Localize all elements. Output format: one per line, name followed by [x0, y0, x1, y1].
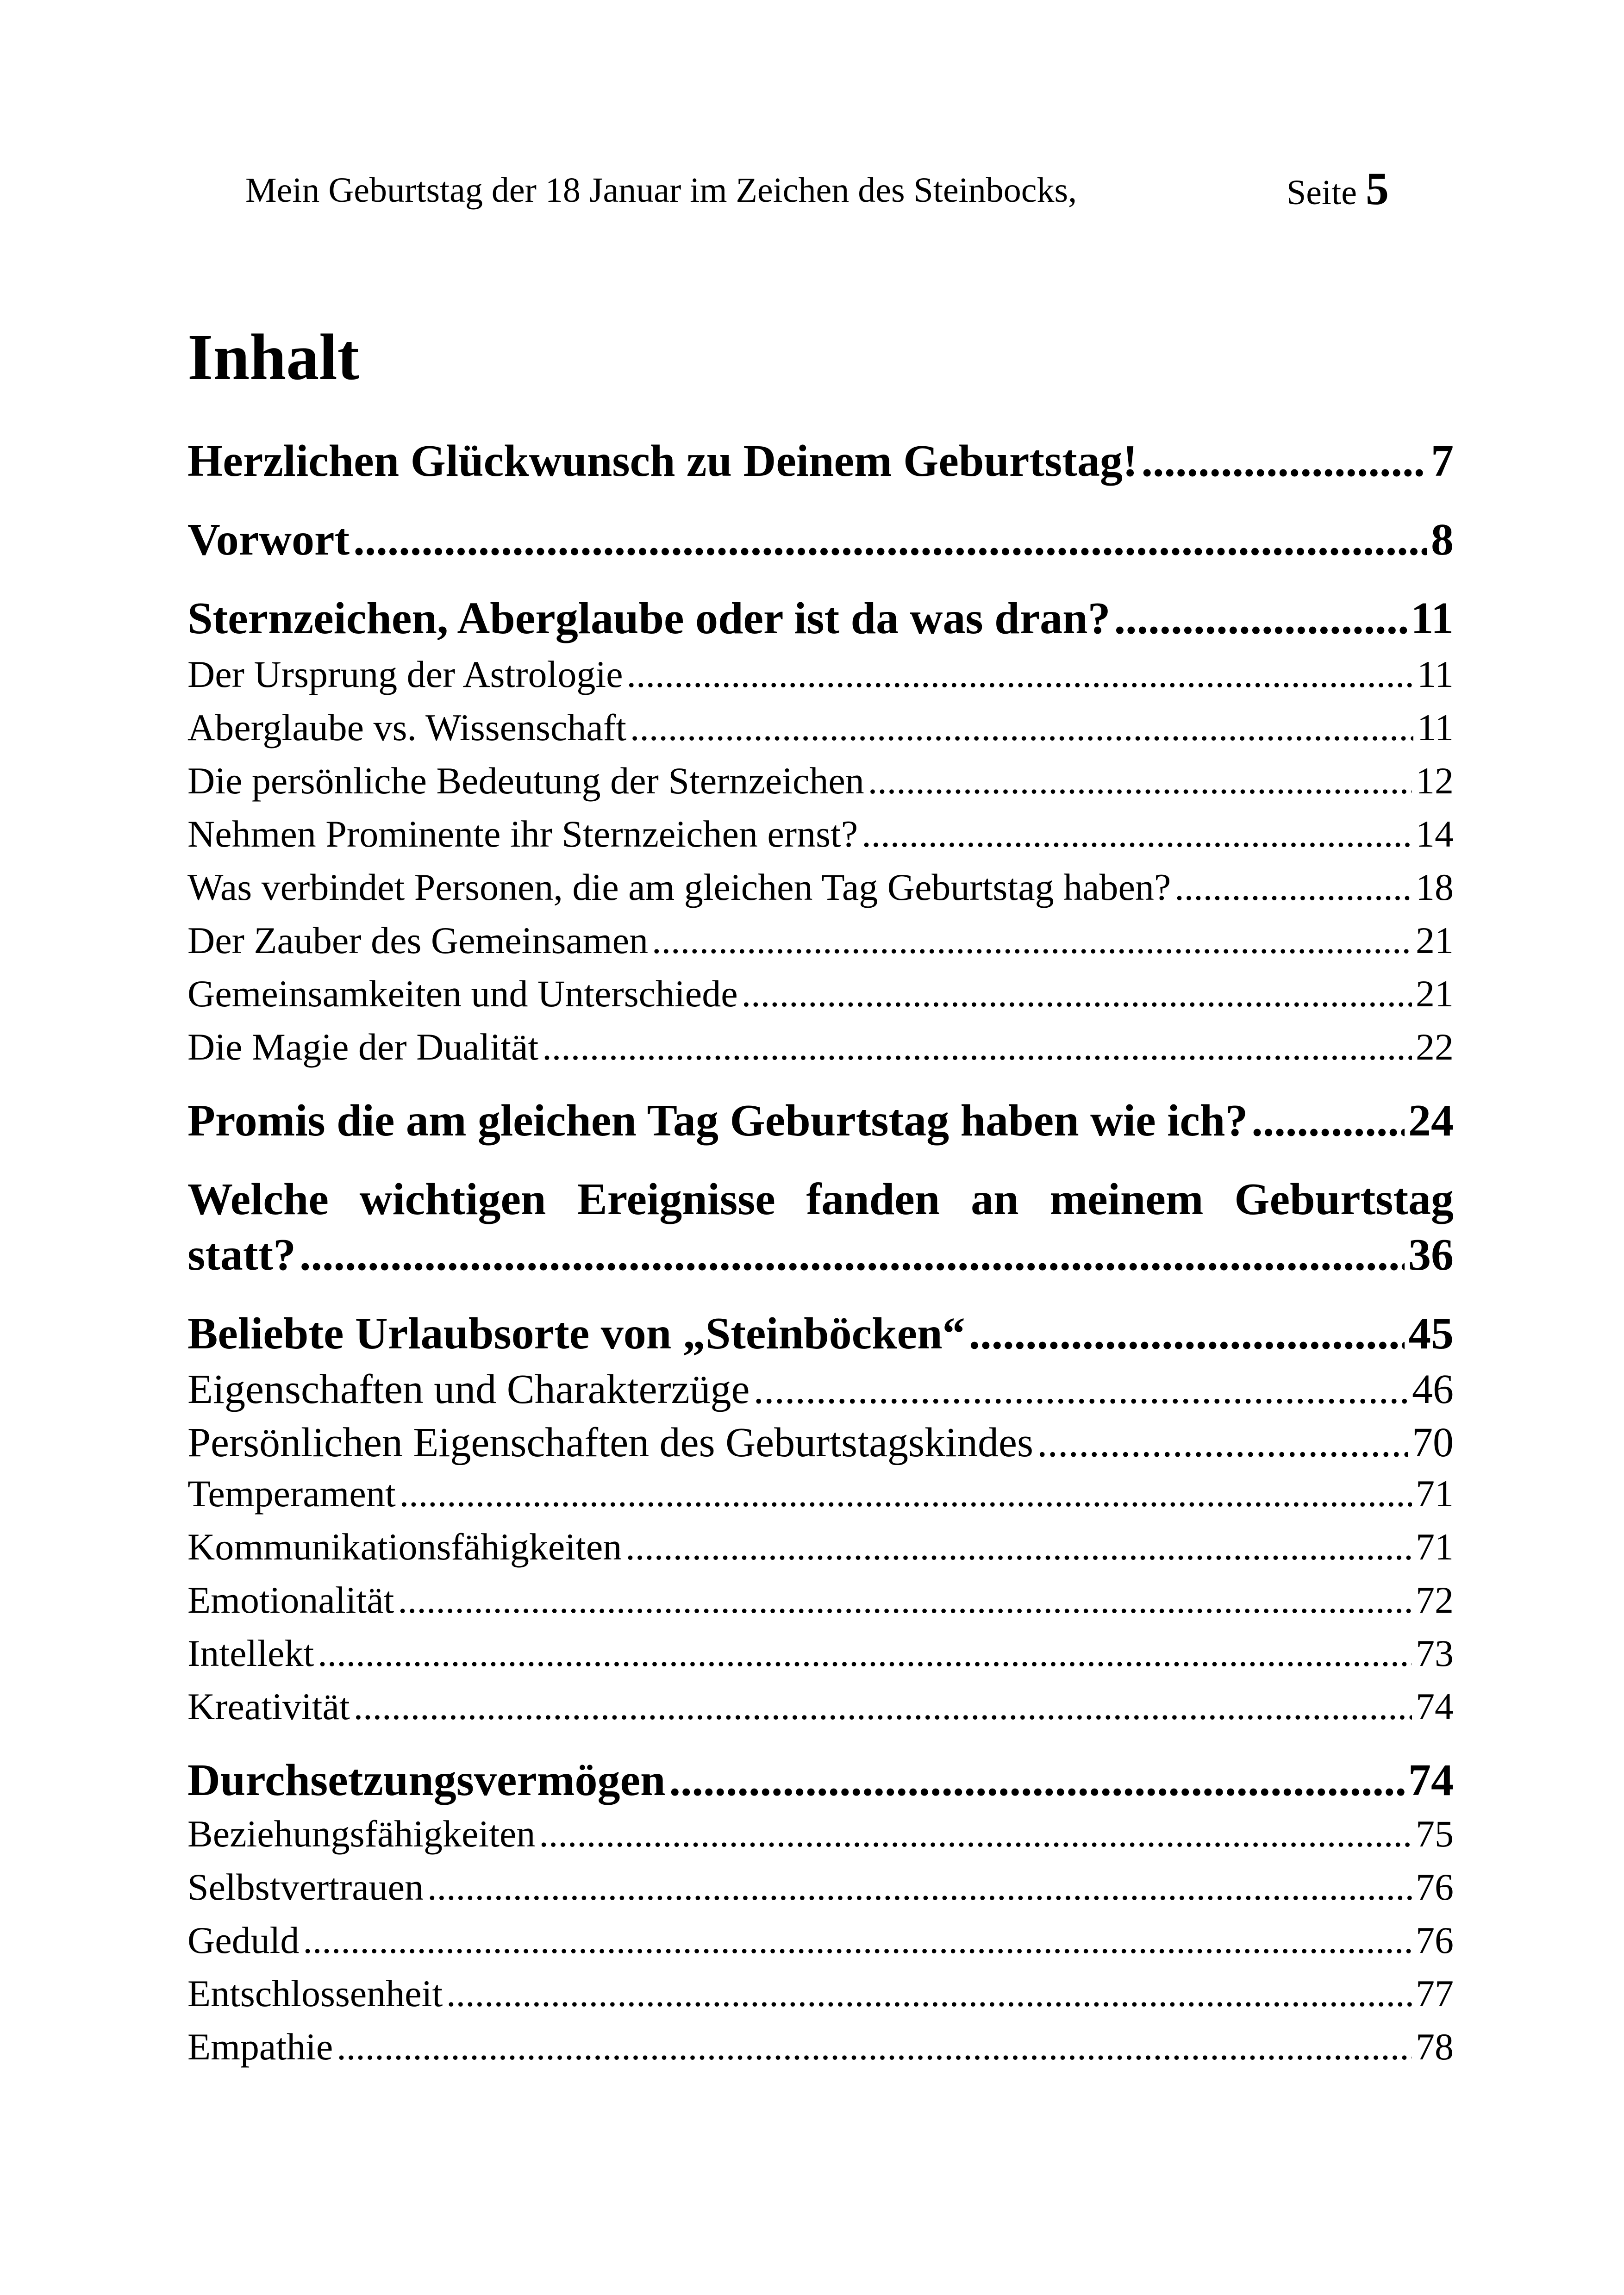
toc-entry-page: 22 — [1416, 1026, 1454, 1068]
toc-subentry[interactable] — [187, 1578, 1454, 1625]
toc-entry-page: 76 — [1416, 1919, 1454, 1961]
toc-leader-dots — [742, 972, 1412, 1016]
toc-entry-page: 36 — [1408, 1230, 1454, 1280]
toc-entry-page: 11 — [1411, 593, 1454, 643]
toc-leader-dots — [627, 653, 1414, 696]
toc-entry-page: 46 — [1412, 1366, 1454, 1412]
toc-entry-page: 24 — [1408, 1096, 1454, 1146]
toc-leader-dots — [427, 1865, 1412, 1909]
toc-entry-page: 71 — [1416, 1472, 1454, 1515]
toc-entry-page: 12 — [1416, 760, 1454, 802]
toc-entry-page: 76 — [1416, 1866, 1454, 1908]
toc-entry-page: 74 — [1408, 1755, 1454, 1805]
toc-entry-label: Beziehungsfähigkeiten — [187, 1813, 536, 1855]
toc-entry-label: Der Ursprung der Astrologie — [187, 653, 623, 695]
toc-subentry[interactable] — [187, 812, 1454, 859]
toc-entry-label: Nehmen Prominente ihr Sternzeichen ernst? — [187, 813, 858, 855]
toc-entry[interactable] — [187, 1754, 1454, 1810]
toc-entry-page: 18 — [1416, 866, 1454, 908]
toc-entry-label: Vorwort — [187, 515, 350, 565]
toc-heading: Inhalt — [187, 320, 359, 393]
toc-entry-label: Was verbindet Personen, die am gleichen Tag Geburtstag haben? — [187, 866, 1171, 908]
toc-entry-label: Entschlossenheit — [187, 1972, 443, 2014]
toc-entry-page: 77 — [1416, 1972, 1454, 2014]
toc-entry-label: Kommunikationsfähigkeiten — [187, 1526, 622, 1568]
toc-leader-dots — [446, 1972, 1412, 2015]
toc-entry-page: 72 — [1416, 1579, 1454, 1621]
toc-entry-label: Die persönliche Bedeutung der Sternzeichen — [187, 760, 864, 802]
toc-leader-dots — [300, 1229, 1405, 1281]
toc-subentry[interactable] — [187, 1812, 1454, 1858]
toc-entry-label: Die Magie der Dualität — [187, 1026, 539, 1068]
toc-leader-dots — [398, 1578, 1412, 1622]
toc-leader-dots — [542, 1025, 1412, 1069]
toc-entry-page: 73 — [1416, 1632, 1454, 1674]
toc-subentry[interactable] — [187, 1972, 1454, 2018]
toc-entry-label: Der Zauber des Gemeinsamen — [187, 919, 648, 961]
toc-entry-page: 21 — [1416, 919, 1454, 961]
toc-subentry[interactable] — [187, 1025, 1454, 1072]
toc-entry-label: Emotionalität — [187, 1579, 394, 1621]
toc-subentry[interactable] — [187, 1632, 1454, 1678]
toc-entry[interactable] — [187, 592, 1454, 648]
toc-entry[interactable] — [187, 1229, 1454, 1285]
toc-leader-dots — [862, 812, 1412, 856]
toc-entry-page: 7 — [1431, 436, 1454, 486]
toc-entry-label: Kreativität — [187, 1685, 350, 1727]
toc-entry[interactable] — [187, 1308, 1454, 1363]
toc-leader-dots — [1037, 1419, 1408, 1465]
toc-leader-dots — [400, 1472, 1412, 1515]
toc-subentry[interactable] — [187, 706, 1454, 752]
toc-subentry[interactable] — [187, 1419, 1454, 1465]
toc-leader-dots — [1174, 866, 1412, 909]
page-indicator — [1287, 162, 1389, 215]
page-header — [245, 162, 1389, 218]
toc-entry-label: Aberglaube vs. Wissenschaft — [187, 706, 626, 748]
toc-entry-label: Beliebte Urlaubsorte von „Steinböcken“ — [187, 1309, 965, 1359]
toc-entry-label: Selbstvertrauen — [187, 1866, 424, 1908]
toc-entry-page: 8 — [1431, 515, 1454, 565]
toc-leader-dots — [318, 1632, 1412, 1675]
toc-entry-label: Welche wichtigen Ereignisse fanden an meinem Geburtstag — [187, 1174, 1454, 1224]
toc-entry-label: Herzlichen Glückwunsch zu Deinem Geburtstag! — [187, 436, 1138, 486]
toc-entry-page: 70 — [1412, 1420, 1454, 1465]
toc-entry-page: 11 — [1417, 706, 1454, 748]
toc-entry-page: 21 — [1416, 973, 1454, 1015]
toc-entry-label: Promis die am gleichen Tag Geburtstag haben wie ich? — [187, 1096, 1248, 1146]
toc-subentry[interactable] — [187, 1919, 1454, 1965]
toc-entry-label: Persönlichen Eigenschaften des Geburtstagskindes — [187, 1420, 1034, 1465]
toc-leader-dots — [1114, 592, 1407, 644]
toc-subentry[interactable] — [187, 653, 1454, 699]
toc-subentry[interactable] — [187, 2025, 1454, 2071]
toc-leader-dots — [630, 706, 1413, 749]
toc-entry-label: Eigenschaften und Charakterzüge — [187, 1366, 750, 1412]
toc-entry-page: 14 — [1416, 813, 1454, 855]
toc-entry-page: 78 — [1416, 2026, 1454, 2068]
toc-leader-dots — [753, 1366, 1408, 1412]
toc-entry[interactable] — [187, 435, 1454, 491]
toc-entry[interactable] — [187, 514, 1454, 569]
toc-entry-label: Intellekt — [187, 1632, 314, 1674]
toc-leader-dots — [303, 1919, 1412, 1962]
toc-subentry[interactable] — [187, 1525, 1454, 1572]
toc-entry-label: Gemeinsamkeiten und Unterschiede — [187, 973, 738, 1015]
toc-subentry[interactable] — [187, 1472, 1454, 1518]
page-label: Seite — [1287, 173, 1357, 212]
toc-subentry[interactable] — [187, 866, 1454, 912]
toc-entry-label: Temperament — [187, 1472, 396, 1515]
toc-leader-dots — [669, 1754, 1405, 1806]
toc-subentry[interactable] — [187, 759, 1454, 805]
toc-leader-dots — [868, 759, 1412, 803]
toc-subentry[interactable] — [187, 919, 1454, 965]
toc-leader-dots — [353, 514, 1427, 566]
toc-entry-wrapped-line[interactable] — [187, 1173, 1454, 1229]
toc-subentry[interactable] — [187, 1685, 1454, 1731]
toc-leader-dots — [1251, 1095, 1405, 1147]
toc-entry-page: 71 — [1416, 1526, 1454, 1568]
toc-entry-label: Geduld — [187, 1919, 300, 1961]
toc-entry-page: 75 — [1416, 1813, 1454, 1855]
toc-entry-page: 45 — [1408, 1309, 1454, 1359]
toc-entry-label-continued: statt? — [187, 1230, 296, 1280]
toc-leader-dots — [354, 1685, 1412, 1728]
toc-leader-dots — [652, 919, 1412, 962]
toc-leader-dots — [539, 1812, 1412, 1856]
page-number: 5 — [1366, 163, 1389, 214]
toc-entry-page: 11 — [1417, 653, 1454, 695]
toc-entry-page: 74 — [1416, 1685, 1454, 1727]
toc-leader-dots — [969, 1308, 1405, 1360]
toc-entry-label: Sternzeichen, Aberglaube oder ist da was dran? — [187, 593, 1111, 643]
toc-subentry[interactable] — [187, 1366, 1454, 1412]
toc-entry-label: Durchsetzungsvermögen — [187, 1755, 666, 1805]
toc-leader-dots — [625, 1525, 1412, 1569]
toc-leader-dots — [337, 2025, 1412, 2069]
running-title: Mein Geburtstag der 18 Januar im Zeichen des Steinbocks, — [245, 171, 1077, 210]
toc-leader-dots — [1141, 435, 1427, 487]
toc-subentry[interactable] — [187, 972, 1454, 1018]
toc-entry-label: Empathie — [187, 2026, 333, 2068]
toc-entry[interactable] — [187, 1095, 1454, 1150]
toc-subentry[interactable] — [187, 1865, 1454, 1912]
